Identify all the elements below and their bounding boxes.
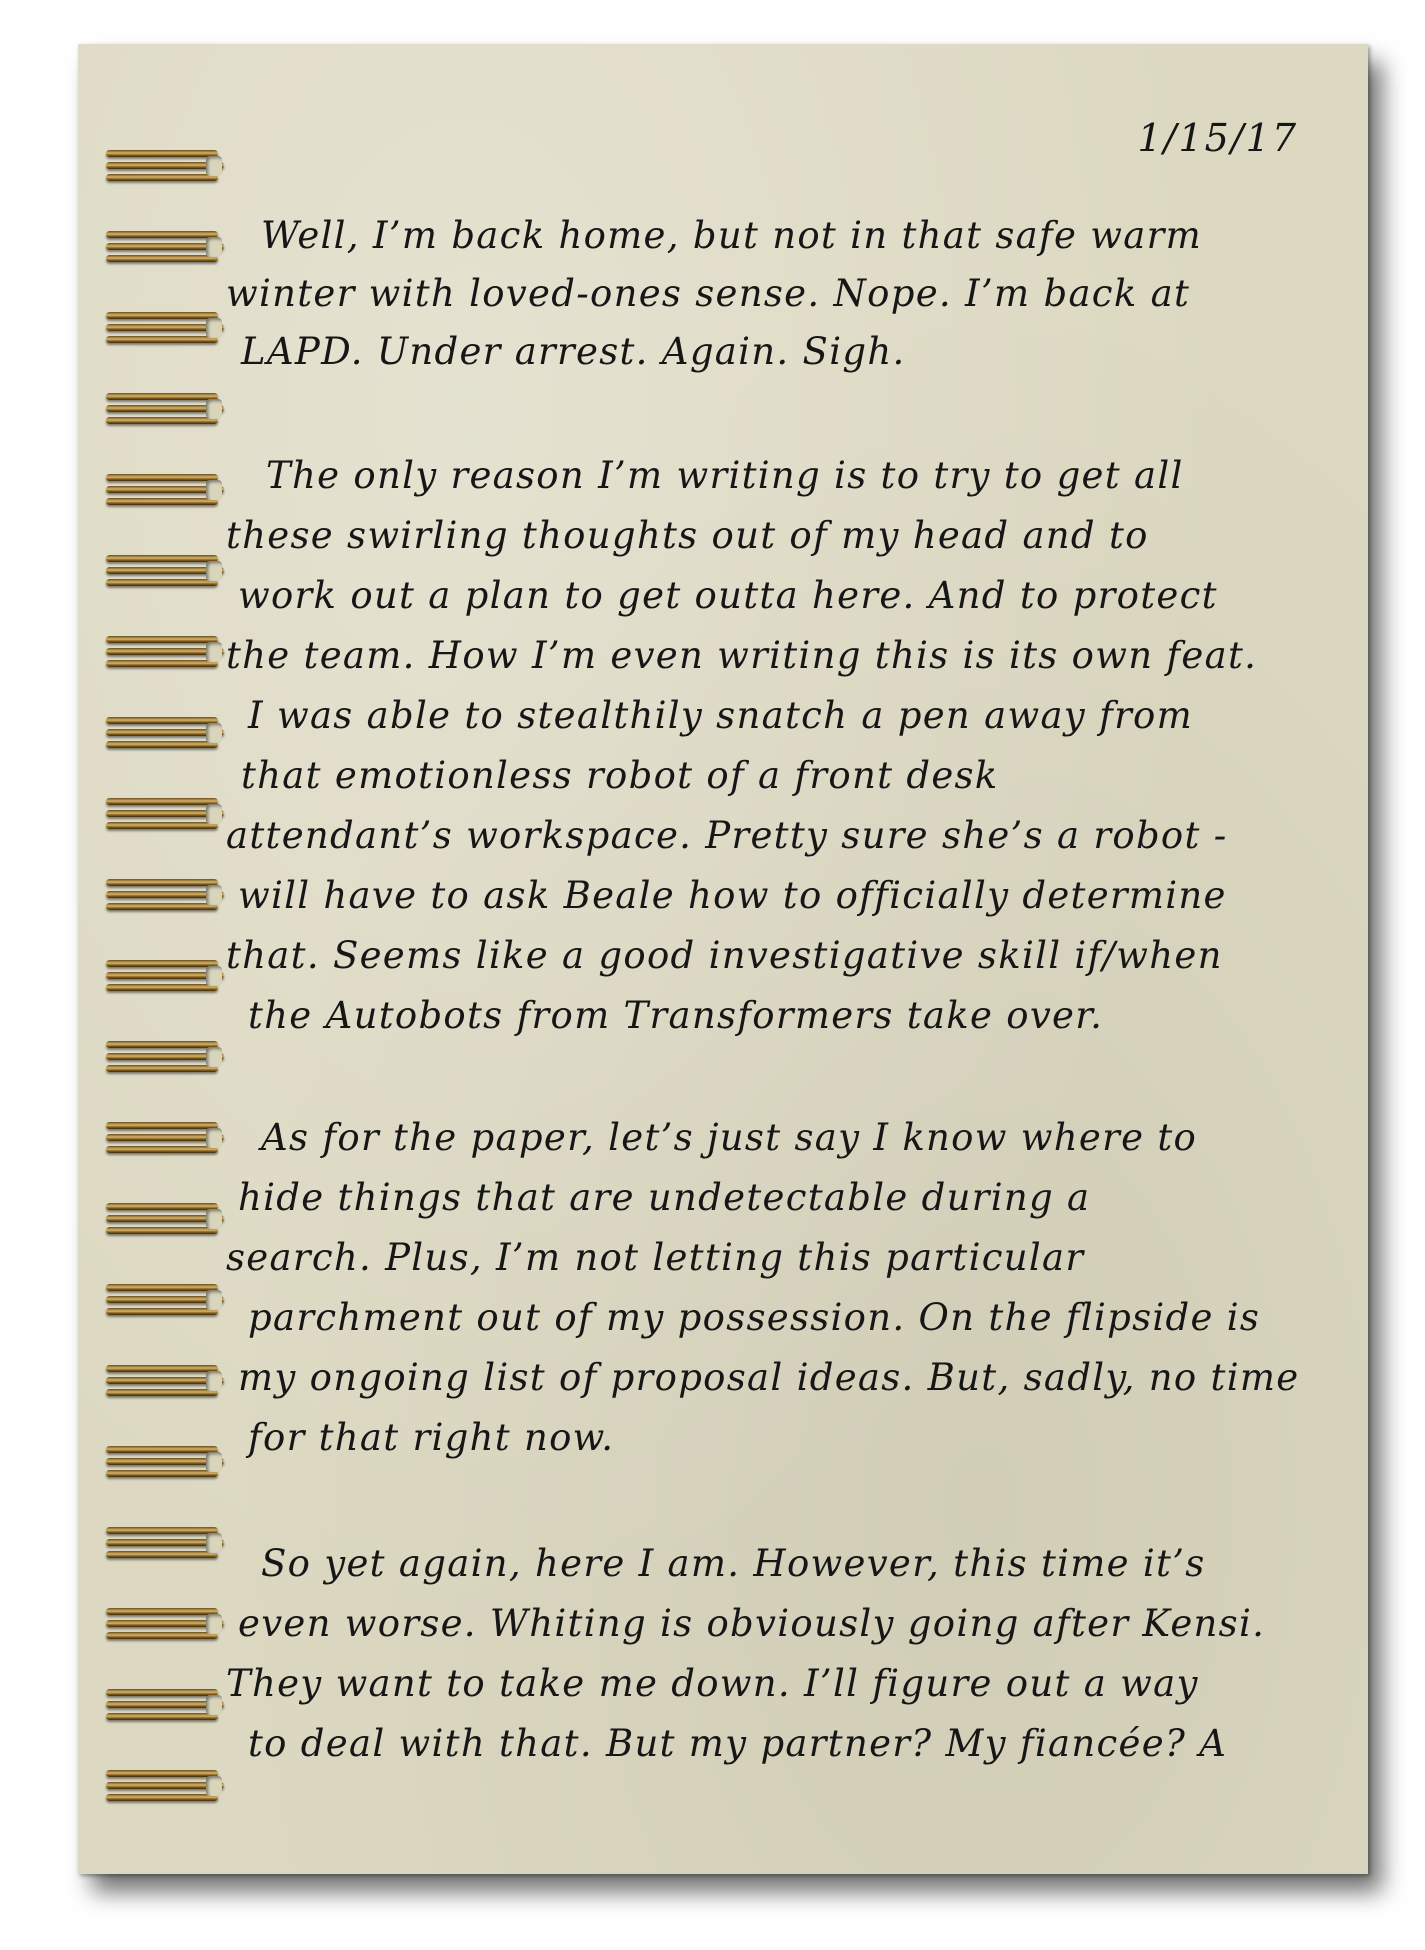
entry-line: the team. How I’m even writing this is its own feat. — [226, 634, 1258, 677]
entry-line: the Autobots from Transformers take over. — [248, 994, 1104, 1037]
entry-line: even worse. Whiting is obviously going after Kensi. — [238, 1602, 1266, 1645]
entry-line: Well, I’m back home, but not in that safe warm — [261, 214, 1202, 257]
entry-line: I was able to stealthily snatch a pen away from — [248, 694, 1194, 737]
entry-line: As for the paper, let’s just say I know where to — [261, 1116, 1198, 1159]
journal-entry — [78, 44, 1368, 1874]
entry-line: that emotionless robot of a front desk — [241, 754, 999, 797]
entry-line: They want to take me down. I’ll figure out a way — [226, 1662, 1199, 1705]
entry-line: The only reason I’m writing is to try to get all — [266, 454, 1184, 497]
entry-line: work out a plan to get outta here. And to protect — [238, 574, 1218, 617]
entry-line: search. Plus, I’m not letting this particular — [226, 1236, 1085, 1279]
entry-line: that. Seems like a good investigative skill if/when — [226, 934, 1223, 977]
entry-line: these swirling thoughts out of my head and to — [226, 514, 1149, 557]
entry-line: attendant’s workspace. Pretty sure she’s a robot - — [226, 814, 1228, 857]
entry-line: to deal with that. But my partner? My fiancée? A — [248, 1722, 1228, 1765]
entry-date: 1/15/17 — [1137, 116, 1298, 160]
entry-line: LAPD. Under arrest. Again. Sigh. — [241, 330, 906, 373]
entry-line: will have to ask Beale how to officially determine — [238, 874, 1227, 917]
entry-line: hide things that are undetectable during a — [238, 1176, 1091, 1219]
entry-line: winter with loved-ones sense. Nope. I’m back at — [226, 272, 1191, 315]
entry-line: parchment out of my possession. On the flipside is — [248, 1296, 1261, 1339]
entry-line: my ongoing list of proposal ideas. But, sadly, no time — [238, 1356, 1300, 1399]
entry-line: for that right now. — [248, 1416, 615, 1459]
notebook-page — [78, 44, 1368, 1874]
entry-line: So yet again, here I am. However, this time it’s — [261, 1542, 1206, 1585]
